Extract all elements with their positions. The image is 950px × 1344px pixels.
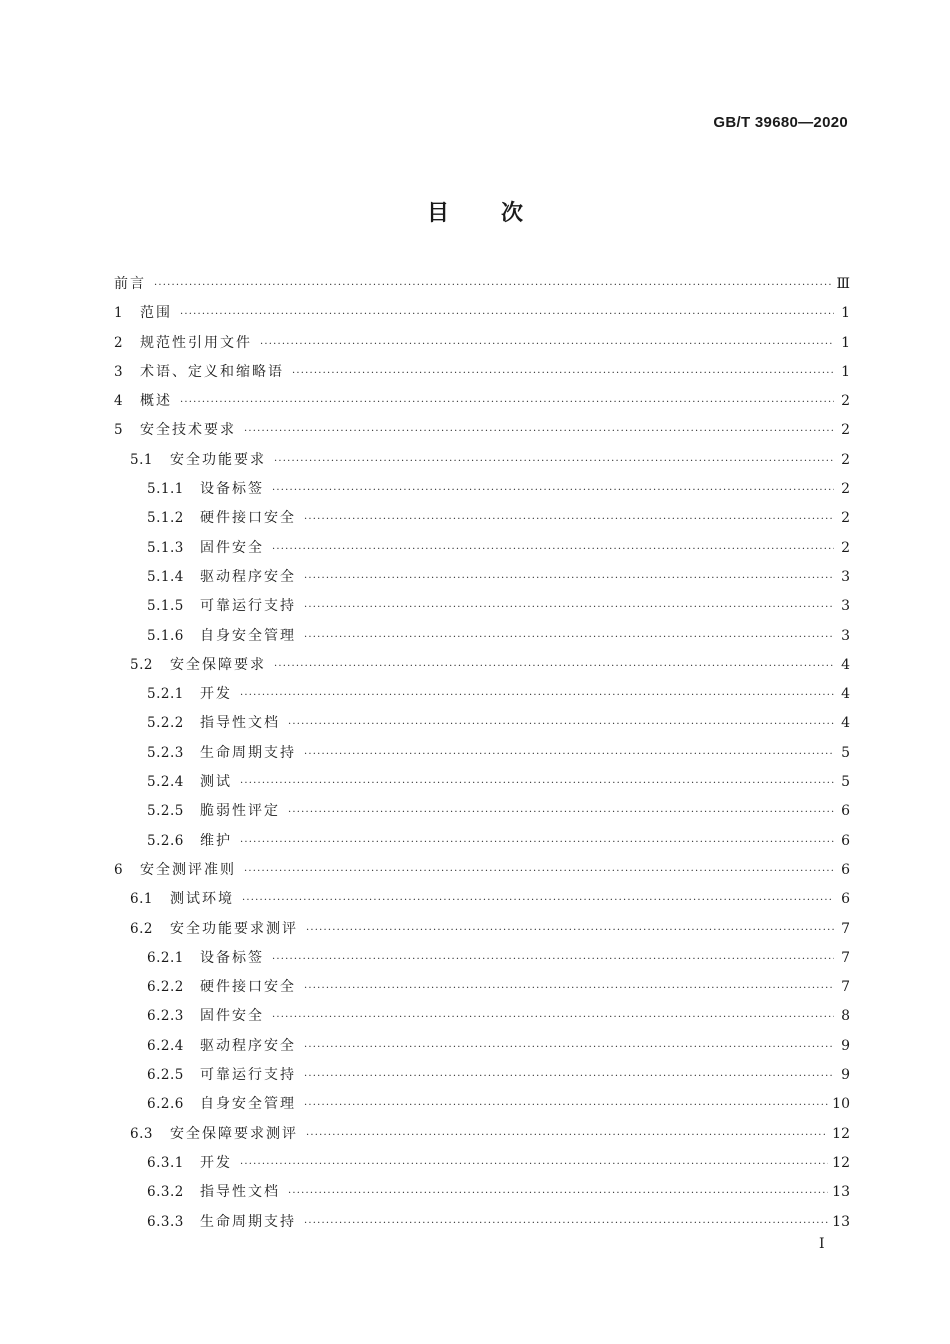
toc-entry[interactable] (114, 1002, 850, 1031)
dot-leader (304, 974, 834, 1003)
toc-entry[interactable] (114, 1120, 850, 1149)
toc-entry-number: 6.3.3 (147, 1213, 184, 1230)
dot-leader (288, 710, 834, 739)
dot-leader (304, 1033, 834, 1062)
toc-entry-label: 自身安全管理 (200, 1096, 296, 1113)
dot-leader (240, 681, 834, 710)
toc-entry-page: 7 (841, 920, 850, 937)
toc-entry-label: 术语、定义和缩略语 (140, 363, 284, 380)
toc-entry-label: 固件安全 (200, 539, 264, 556)
toc-entry-number: 6.2.5 (147, 1067, 184, 1084)
toc-entry-page: 7 (841, 949, 850, 966)
toc-entry-number: 2 (114, 334, 124, 351)
toc-entry-label: 驱动程序安全 (200, 568, 296, 585)
toc-entry-label: 指导性文档 (200, 715, 280, 732)
toc-entry-number: 5.2.3 (147, 744, 184, 761)
toc-entry-number: 5 (114, 422, 124, 439)
toc-entry-number: 5.1.5 (147, 598, 184, 615)
toc-entry-page: 12 (832, 1125, 850, 1142)
toc-entry-number: 6 (114, 861, 124, 878)
toc-entry-label: 开发 (200, 686, 232, 703)
toc-entry-page: 4 (841, 715, 850, 732)
dot-leader (244, 857, 834, 886)
toc-entry[interactable] (114, 504, 850, 533)
toc-entry-page: 4 (841, 656, 850, 673)
toc-entry-page: 6 (841, 832, 850, 849)
toc-entry-label: 生命周期支持 (200, 744, 296, 761)
toc-entry-page: 2 (841, 539, 850, 556)
dot-leader (292, 359, 834, 388)
toc-entry[interactable] (114, 446, 850, 475)
toc-entry-page: 3 (841, 627, 850, 644)
toc-entry-page: 13 (832, 1213, 850, 1230)
toc-entry-label: 设备标签 (200, 481, 264, 498)
toc-entry-page: 6 (841, 803, 850, 820)
toc-entry-label: 安全功能要求 (170, 451, 266, 468)
page-folio: Ⅰ (819, 1236, 825, 1252)
toc-entry-number: 6.2.6 (147, 1096, 184, 1113)
dot-leader (304, 564, 834, 593)
toc-entry-page: 2 (841, 451, 850, 468)
toc-entry-label: 安全测评准则 (140, 861, 236, 878)
dot-leader (272, 535, 834, 564)
dot-leader (180, 388, 834, 417)
toc-entry-page: 7 (841, 979, 850, 996)
toc-entry-page: 3 (841, 568, 850, 585)
toc-entry[interactable] (114, 475, 850, 504)
toc-entry-number: 6.2.2 (147, 979, 184, 996)
toc-entry-page: 13 (832, 1184, 850, 1201)
toc-entry-label: 安全技术要求 (140, 422, 236, 439)
toc-entry-label: 安全保障要求 (170, 656, 266, 673)
dot-leader (272, 1003, 834, 1032)
toc-entry[interactable] (114, 1178, 850, 1207)
dot-leader (274, 652, 834, 681)
toc-entry[interactable] (114, 622, 850, 651)
toc-entry-label: 生命周期支持 (200, 1213, 296, 1230)
toc-entry-page: 1 (841, 305, 850, 322)
toc-entry-number: 5.1.2 (147, 510, 184, 527)
toc-entry-number: 6.3 (130, 1125, 153, 1142)
toc-entry-label: 自身安全管理 (200, 627, 296, 644)
dot-leader (244, 417, 834, 446)
toc-entry-page: 2 (841, 481, 850, 498)
toc-entry[interactable] (114, 563, 850, 592)
dot-leader (240, 828, 834, 857)
toc-entry-page: 2 (841, 422, 850, 439)
toc-entry[interactable] (114, 651, 850, 680)
toc-entry-number: 6.3.1 (147, 1154, 184, 1171)
toc-entry-page: 4 (841, 686, 850, 703)
toc-entry-page: 10 (832, 1096, 850, 1113)
toc-entry[interactable] (114, 973, 850, 1002)
dot-leader (154, 271, 832, 300)
toc-entry-label: 设备标签 (200, 949, 264, 966)
toc-entry-label: 可靠运行支持 (200, 1067, 296, 1084)
toc-entry-label: 前言 (114, 276, 146, 292)
dot-leader (304, 1209, 828, 1238)
toc-entry-number: 5.2.6 (147, 832, 184, 849)
toc-entry[interactable] (114, 885, 850, 914)
toc-entry-page: 2 (841, 393, 850, 410)
dot-leader (304, 623, 834, 652)
toc-entry-label: 规范性引用文件 (140, 334, 252, 351)
page-title: 目次 (426, 201, 575, 226)
toc-entry-page: 6 (841, 891, 850, 908)
toc-entry[interactable] (114, 709, 850, 738)
dot-leader (304, 1091, 828, 1120)
dot-leader (288, 1179, 828, 1208)
toc-entry[interactable] (114, 944, 850, 973)
dot-leader (304, 1062, 834, 1091)
dot-leader (260, 330, 834, 359)
toc-entry-label: 安全功能要求测评 (170, 920, 298, 937)
toc-entry[interactable] (114, 1208, 850, 1237)
toc-entry[interactable] (114, 358, 850, 387)
dot-leader (306, 916, 834, 945)
toc-entry-number: 5.1.6 (147, 627, 184, 644)
toc-entry[interactable] (114, 856, 850, 885)
toc-entry-number: 4 (114, 393, 124, 410)
toc-entry-number: 5.1.3 (147, 539, 184, 556)
toc-entry[interactable] (114, 768, 850, 797)
toc-entry-label: 安全保障要求测评 (170, 1125, 298, 1142)
toc-entry-number: 6.2.1 (147, 949, 184, 966)
dot-leader (180, 300, 834, 329)
toc-entry[interactable] (114, 329, 850, 358)
dot-leader (242, 886, 834, 915)
toc-entry-page: 8 (841, 1008, 850, 1025)
dot-leader (272, 476, 834, 505)
toc-entry-label: 测试环境 (170, 891, 234, 908)
dot-leader (306, 1121, 828, 1150)
toc-entry-label: 脆弱性评定 (200, 803, 280, 820)
toc-entry[interactable] (114, 915, 850, 944)
toc-entry-label: 驱动程序安全 (200, 1037, 296, 1054)
toc-entry-page: 5 (841, 744, 850, 761)
toc-entry[interactable] (114, 739, 850, 768)
toc-entry-label: 可靠运行支持 (200, 598, 296, 615)
toc-entry-number: 3 (114, 363, 124, 380)
toc-entry-number: 5.2 (130, 656, 153, 673)
toc-entry[interactable] (114, 534, 850, 563)
toc-entry-number: 5.1.1 (147, 481, 184, 498)
standard-code: GB/T 39680—2020 (713, 114, 848, 131)
toc-entry-page: 1 (841, 363, 850, 380)
toc-entry[interactable] (114, 387, 850, 416)
toc-entry-number: 6.3.2 (147, 1184, 184, 1201)
toc-entry-label: 概述 (140, 393, 172, 410)
toc-entry-page: 1 (841, 334, 850, 351)
dot-leader (304, 505, 834, 534)
toc-entry-number: 6.1 (130, 891, 153, 908)
toc-entry[interactable] (114, 592, 850, 621)
toc-entry-label: 硬件接口安全 (200, 979, 296, 996)
toc-entry-label: 测试 (200, 774, 232, 791)
toc-entry-label: 固件安全 (200, 1008, 264, 1025)
dot-leader (304, 740, 834, 769)
toc-entry[interactable] (114, 1061, 850, 1090)
toc-entry-number: 6.2 (130, 920, 153, 937)
toc-entry-page: 9 (841, 1067, 850, 1084)
dot-leader (304, 593, 834, 622)
toc-entry-label: 硬件接口安全 (200, 510, 296, 527)
toc-entry-number: 6.2.3 (147, 1008, 184, 1025)
toc-entry-label: 指导性文档 (200, 1184, 280, 1201)
toc-entry-number: 5.1 (130, 451, 153, 468)
toc-entry-page: 9 (841, 1037, 850, 1054)
dot-leader (240, 769, 834, 798)
toc-entry-label: 范围 (140, 305, 172, 322)
toc-entry-number: 5.2.2 (147, 715, 184, 732)
toc-entry[interactable] (114, 1032, 850, 1061)
toc-entry[interactable] (114, 270, 850, 299)
table-of-contents (114, 270, 850, 1237)
toc-entry-number: 5.2.4 (147, 774, 184, 791)
toc-entry-page: 6 (841, 861, 850, 878)
toc-entry-number: 5.2.5 (147, 803, 184, 820)
dot-leader (240, 1150, 828, 1179)
toc-entry[interactable] (114, 416, 850, 445)
dot-leader (272, 945, 834, 974)
toc-entry[interactable] (114, 1149, 850, 1178)
toc-entry-number: 5.1.4 (147, 568, 184, 585)
toc-entry-number: 1 (114, 305, 124, 322)
dot-leader (288, 798, 834, 827)
toc-entry[interactable] (114, 1090, 850, 1119)
toc-entry[interactable] (114, 797, 850, 826)
toc-entry-page: 12 (832, 1154, 850, 1171)
toc-entry-page: Ⅲ (836, 276, 850, 292)
toc-entry-number: 6.2.4 (147, 1037, 184, 1054)
toc-entry-page: 3 (841, 598, 850, 615)
toc-entry-page: 5 (841, 774, 850, 791)
dot-leader (274, 447, 834, 476)
toc-entry-page: 2 (841, 510, 850, 527)
toc-entry-number: 5.2.1 (147, 686, 184, 703)
toc-entry[interactable] (114, 299, 850, 328)
toc-entry[interactable] (114, 680, 850, 709)
toc-entry-label: 维护 (200, 832, 232, 849)
toc-entry[interactable] (114, 827, 850, 856)
toc-entry-label: 开发 (200, 1154, 232, 1171)
